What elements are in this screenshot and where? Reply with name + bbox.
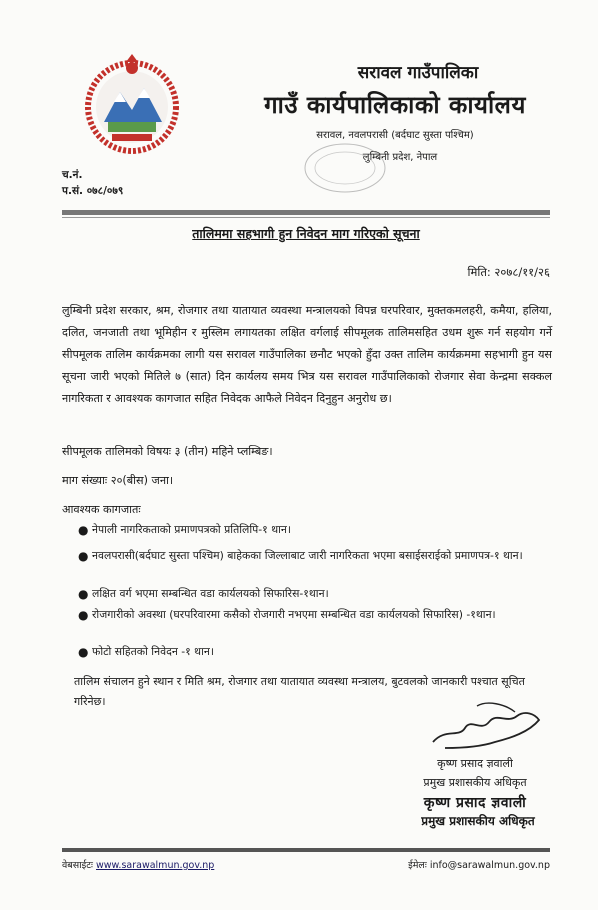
document-item: ● फोटो सहितको निवेदन -१ थान। [78,645,214,659]
signatory-name: कृष्ण प्रसाद ज्ञवाली [437,757,513,770]
footer-email [398,858,550,871]
document-item: ● नवलपरासी(बर्दघाट सुस्ता पश्चिम) बाहेकका जिल्लाबाट जारी नागरिकता भएमा बसाईसराईको प्रमाणपत्र-१ थान। [78,549,523,563]
document-item: ● रोजगारीको अवस्था (घरपरिवारमा कसैको रोजगारी नभएमा सम्बन्धित वडा कार्यलयको सिफारिस) -१थान। [78,608,496,622]
training-subject: सीपमूलक तालिमको विषयः ३ (तीन) महिने प्लम्बिङ। [62,445,273,458]
website-link[interactable]: www.sarawalmun.gov.np [96,860,215,871]
office-address: सरावल, नवलपरासी (बर्दघाट सुस्ता पश्चिम) [316,130,474,141]
footer-divider [62,848,550,852]
seal-post: प्रमुख प्रशासकीय अधिकृत [421,814,535,828]
header-divider [62,210,550,215]
signatory-post: प्रमुख प्रशासकीय अधिकृत [423,776,527,789]
office-name: गाउँ कार्यपालिकाको कार्यालय [264,91,526,119]
required-count: माग संख्याः २०(बीस) जना। [62,474,174,487]
email-link[interactable]: info@sarawalmun.gov.np [429,860,550,871]
closing-paragraph: तालिम संचालन हुने स्थान र मिति श्रम, रोजगार तथा यातायात व्यवस्था मन्त्रालय, बुटवलको जानकारी पश्चात सूचित गरिनेछ। [74,675,525,708]
patra-sankhya: प.सं. ०७८/०७९ [62,185,124,197]
office-stamp [300,140,390,196]
nepal-government-emblem-icon [82,52,182,156]
document-item: ● नेपाली नागरिकताको प्रमाणपत्रको प्रतिलिपि-१ थान। [78,523,291,537]
province-name: लुम्बिनी प्रदेश, नेपाल [362,152,438,163]
body-paragraph: लुम्बिनी प्रदेश सरकार, श्रम, रोजगार तथा यातायात व्यवस्था मन्त्रालयको विपन्न घरपरिवार, मुक्तकमलहरी, कमैया, हलिया, दलित, जनजाती तथा भूमिहीन र मुस्लिम लगायतका लक्षित वर्गलाई सीपमूलक तालिमसहित उधम शुरू गर्न सहयोग गर्ने सीपमूलक तालिम कार्यक्रमका लागी यस सरावल गाउँपालिका छनौट भएको हुँदा उक्त तालिम कार्यक्रममा सहभागी हुन यस सूचना जारी भएको मितिले ७ (सात) दिन कार्यलय समय भित्र यस सरावल गाउँपालिकाको रोजगार सेवा केन्द्रमा सक्कल नागरिकता र आवश्यक कागजात सहित निवेदक आफैले निवेदन दिनुहुन अनुरोध छ। [62,304,552,405]
header-divider-thin [62,217,550,218]
notice-title: तालिममा सहभागी हुन निवेदन माग गरिएको सूचना [192,226,420,241]
document-item: ● लक्षित वर्ग भएमा सम्बन्धित वडा कार्यलयको सिफारिस-१थान। [78,587,329,601]
signature [425,698,545,756]
notice-date: मिति: २०७८/११/२६ [467,265,550,279]
email-label: ईमेलः [408,860,427,871]
documents-heading: आवश्यक कागजातः [62,503,141,516]
footer-website [62,858,214,871]
seal-name: कृष्ण प्रसाद ज्ञवाली [423,795,527,811]
website-label: वेबसाईटः [62,860,93,871]
cha-no: च.नं. [62,169,83,181]
municipality-name: सरावल गाउँपालिका [357,63,479,83]
